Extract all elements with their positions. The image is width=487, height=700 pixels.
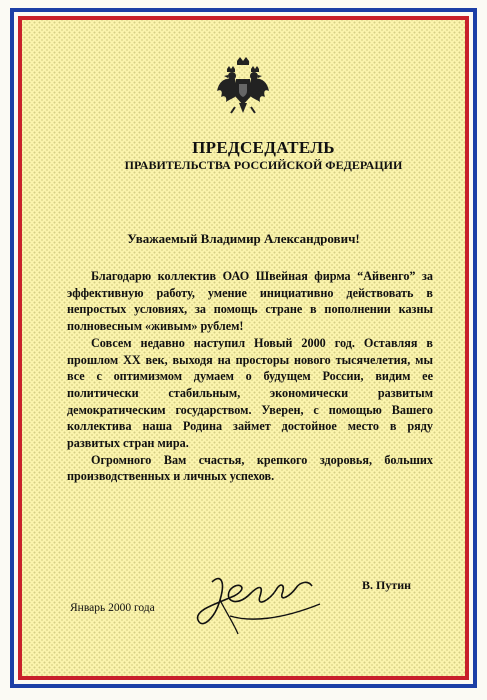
page-subtitle: ПРАВИТЕЛЬСТВА РОССИЙСКОЙ ФЕДЕРАЦИИ [124,158,403,172]
letter-paragraph: Совсем недавно наступил Новый 2000 год. Оставляя в прошлом XX век, выходя на просторы нового тысячелетия, мы все с оптимизмом думаем о будущем России, видим ее политически стабильным, экономически развитым демократическим государством. Уверен, с помощью Вашего коллектива наша Родина займет достойное место в ряду развитых стран мира. [67,335,433,451]
letter-date: Январь 2000 года [70,602,155,614]
letter-salutation: Уважаемый Владимир Александрович! [127,231,360,246]
letter-body [67,268,433,485]
signer-name: В. Путин [362,578,412,592]
double-headed-eagle-icon [215,55,271,117]
signature-image [190,560,340,650]
letter-paragraph: Благодарю коллектив ОАО Швейная фирма “Айвенго” за эффективную работу, умение инициативно действовать в непростых условиях, за помощь стране в пополнении казны полновесным «живым» рублем! [67,269,433,334]
page-title: ПРЕДСЕДАТЕЛЬ [192,138,335,157]
letter-paragraph: Огромного Вам счастья, крепкого здоровья, больших производственных и личных успехов. [67,452,433,484]
